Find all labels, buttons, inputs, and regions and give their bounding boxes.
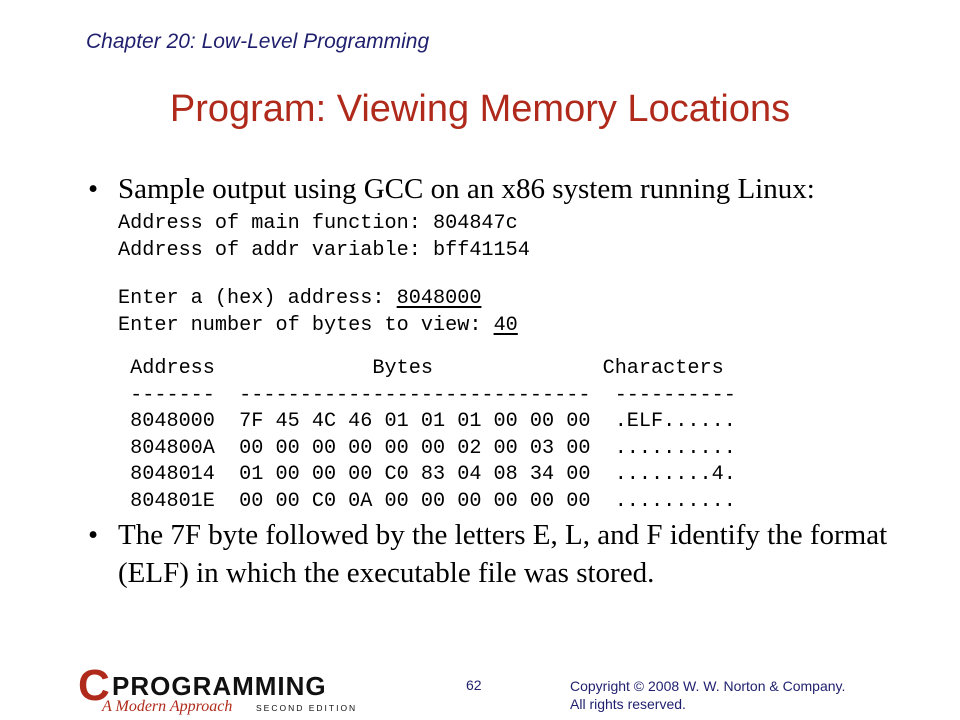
table-row: 804801E 00 00 C0 0A 00 00 00 00 00 00 .......... bbox=[118, 489, 736, 513]
logo-programming: PROGRAMMING bbox=[112, 671, 327, 701]
output-line: Address of main function: 804847c bbox=[118, 212, 518, 235]
bullet-text: Sample output using GCC on an x86 system running Linux: bbox=[118, 173, 815, 205]
logo-subtitle: A Modern Approach bbox=[102, 698, 233, 715]
chapter-label: Chapter 20: Low-Level Programming bbox=[86, 30, 430, 53]
user-input-address: 8048000 bbox=[396, 287, 482, 310]
logo-c-icon: C bbox=[78, 661, 110, 710]
slide-title: Program: Viewing Memory Locations bbox=[169, 88, 791, 130]
user-input-bytes: 40 bbox=[493, 313, 518, 337]
table-row: 804800A 00 00 00 00 00 00 02 00 03 00 .......... bbox=[118, 436, 736, 460]
table-header: Address Bytes Characters bbox=[118, 357, 724, 380]
program-output-prompts bbox=[118, 286, 518, 339]
bullet-text: The 7F byte followed by the letters E, L, and F identify the format (ELF) in which the executable file was stored. bbox=[118, 519, 888, 589]
output-line: Address of addr variable: bff41154 bbox=[118, 238, 530, 262]
memory-dump-table bbox=[118, 356, 736, 515]
bullet-icon: • bbox=[88, 173, 99, 205]
program-output-top bbox=[118, 211, 530, 264]
book-logo bbox=[78, 661, 378, 716]
table-rule: ------- ----------------------------- ---------- bbox=[118, 383, 736, 407]
table-row: 8048000 7F 45 4C 46 01 01 01 00 00 00 .ELF...... bbox=[118, 410, 736, 433]
page-number: 62 bbox=[466, 677, 482, 693]
copyright-line: All rights reserved. bbox=[570, 696, 686, 712]
copyright-line: Copyright © 2008 W. W. Norton & Company. bbox=[570, 678, 846, 694]
copyright-notice bbox=[570, 677, 845, 713]
prompt-bytes: Enter number of bytes to view: bbox=[118, 313, 494, 337]
prompt-address: Enter a (hex) address: bbox=[118, 287, 397, 310]
logo-edition: SECOND EDITION bbox=[256, 703, 358, 713]
bullet-icon: • bbox=[88, 519, 99, 551]
table-row: 8048014 01 00 00 00 C0 83 04 08 34 00 ........4. bbox=[118, 463, 736, 486]
